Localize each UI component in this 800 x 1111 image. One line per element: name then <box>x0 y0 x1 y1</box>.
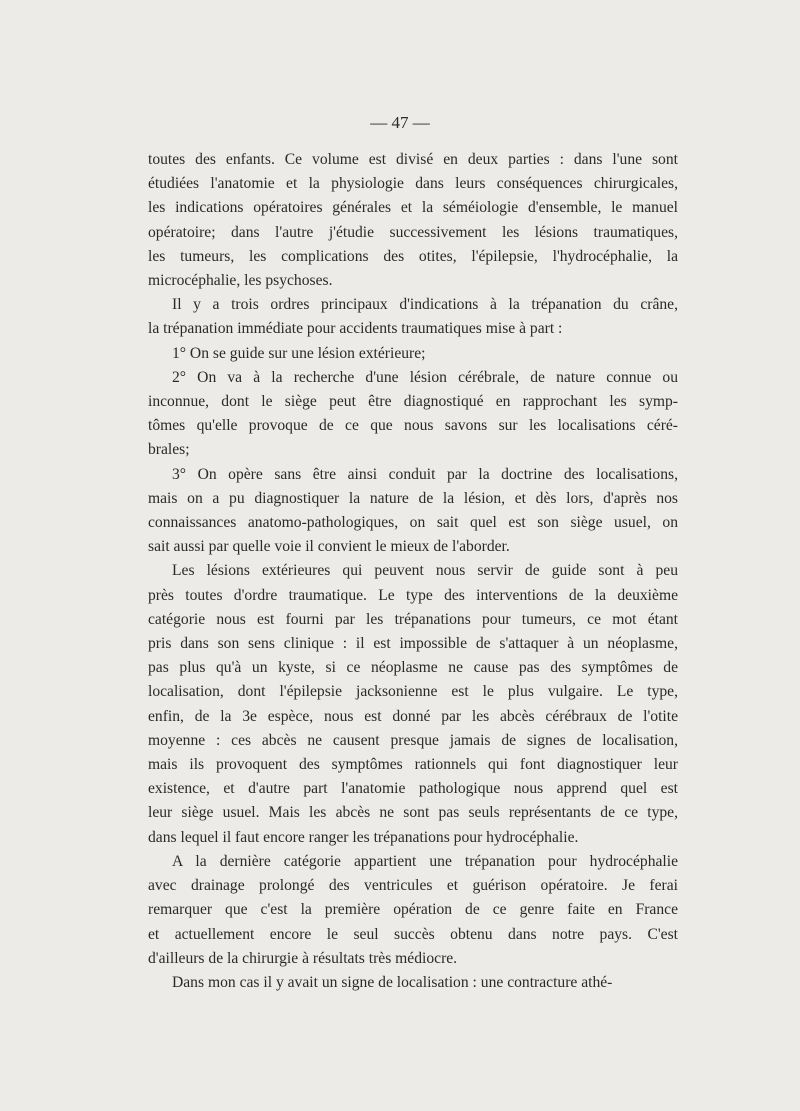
text-line: les indications opératoires générales et la séméiologie d'ensemble, le manuel <box>148 199 678 217</box>
text-line: mais on a pu diagnostiquer la nature de la lésion, et dès lors, d'après nos <box>148 489 678 507</box>
text-line: tômes qu'elle provoque de ce que nous savons sur les localisations céré- <box>148 417 678 435</box>
text-line: et actuellement encore le seul succès obtenu dans notre pays. C'est <box>148 925 678 943</box>
paragraph <box>148 850 678 971</box>
text-line: étudiées l'anatomie et la physiologie dans leurs conséquences chirurgicales, <box>148 175 678 193</box>
page-number: — 47 — <box>370 113 430 132</box>
text-line: les tumeurs, les complications des otites, l'épilepsie, l'hydrocéphalie, la <box>148 247 678 265</box>
text-line: moyenne : ces abcès ne causent presque jamais de signes de localisation, <box>148 731 678 749</box>
text-line: près toutes d'ordre traumatique. Le type des interventions de la deuxième <box>148 586 678 604</box>
text-line: toutes des enfants. Ce volume est divisé en deux parties : dans l'une sont <box>148 151 678 168</box>
text-line: avec drainage prolongé des ventricules et guérison opératoire. Je ferai <box>148 877 678 895</box>
text-line: Dans mon cas il y avait un signe de localisation : une contracture athé- <box>172 973 613 991</box>
text-line: microcéphalie, les psychoses. <box>148 272 333 290</box>
text-line: 3° On opère sans être ainsi conduit par la doctrine des localisations, <box>172 465 678 483</box>
text-line: enfin, de la 3e espèce, nous est donné par les abcès cérébraux de l'otite <box>148 707 678 725</box>
paragraph <box>148 342 678 366</box>
text-line: d'ailleurs de la chirurgie à résultats très médiocre. <box>148 949 458 967</box>
body-text <box>148 148 678 995</box>
text-line: sait aussi par quelle voie il convient le mieux de l'aborder. <box>148 538 510 556</box>
paragraph <box>148 559 678 849</box>
paragraph <box>148 293 678 341</box>
text-line: opératoire; dans l'autre j'étudie successivement les lésions traumatiques, <box>148 223 678 241</box>
text-line: remarquer que c'est la première opération de ce genre faite en France <box>148 901 678 919</box>
text-line: la trépanation immédiate pour accidents traumatiques mise à part : <box>148 320 563 338</box>
text-line: pris dans son sens clinique : il est impossible de s'attaquer à un néoplasme, <box>148 635 678 653</box>
text-line: Les lésions extérieures qui peuvent nous servir de guide sont à peu <box>172 562 678 580</box>
text-line: dans lequel il faut encore ranger les trépanations pour hydrocéphalie. <box>148 828 579 846</box>
paragraph <box>148 463 678 560</box>
text-line: inconnue, dont le siège peut être diagnostiqué en rapprochant les symp- <box>148 393 678 411</box>
text-line: 2° On va à la recherche d'une lésion cérébrale, de nature connue ou <box>172 368 678 386</box>
paragraph <box>148 366 678 463</box>
paragraph <box>148 148 678 293</box>
text-line: localisation, dont l'épilepsie jacksonienne est le plus vulgaire. Le type, <box>148 683 678 701</box>
text-line: Il y a trois ordres principaux d'indications à la trépanation du crâne, <box>172 296 678 314</box>
text-line: catégorie nous est fourni par les trépanations pour tumeurs, ce mot étant <box>148 610 678 628</box>
text-line: mais ils provoquent des symptômes rationnels qui font diagnostiquer leur <box>148 756 678 774</box>
text-line: A la dernière catégorie appartient une trépanation pour hydrocéphalie <box>172 852 678 870</box>
paragraph <box>148 971 678 995</box>
text-line: connaissances anatomo-pathologiques, on sait quel est son siège usuel, on <box>148 514 678 532</box>
text-line: pas plus qu'à un kyste, si ce néoplasme ne cause pas des symptômes de <box>148 659 678 677</box>
text-line: 1° On se guide sur une lésion extérieure; <box>172 344 426 362</box>
text-line: leur siège usuel. Mais les abcès ne sont pas seuls représentants de ce type, <box>148 804 678 822</box>
text-line: existence, et d'autre part l'anatomie pathologique nous apprend quel est <box>148 780 678 798</box>
text-line: brales; <box>148 441 190 459</box>
